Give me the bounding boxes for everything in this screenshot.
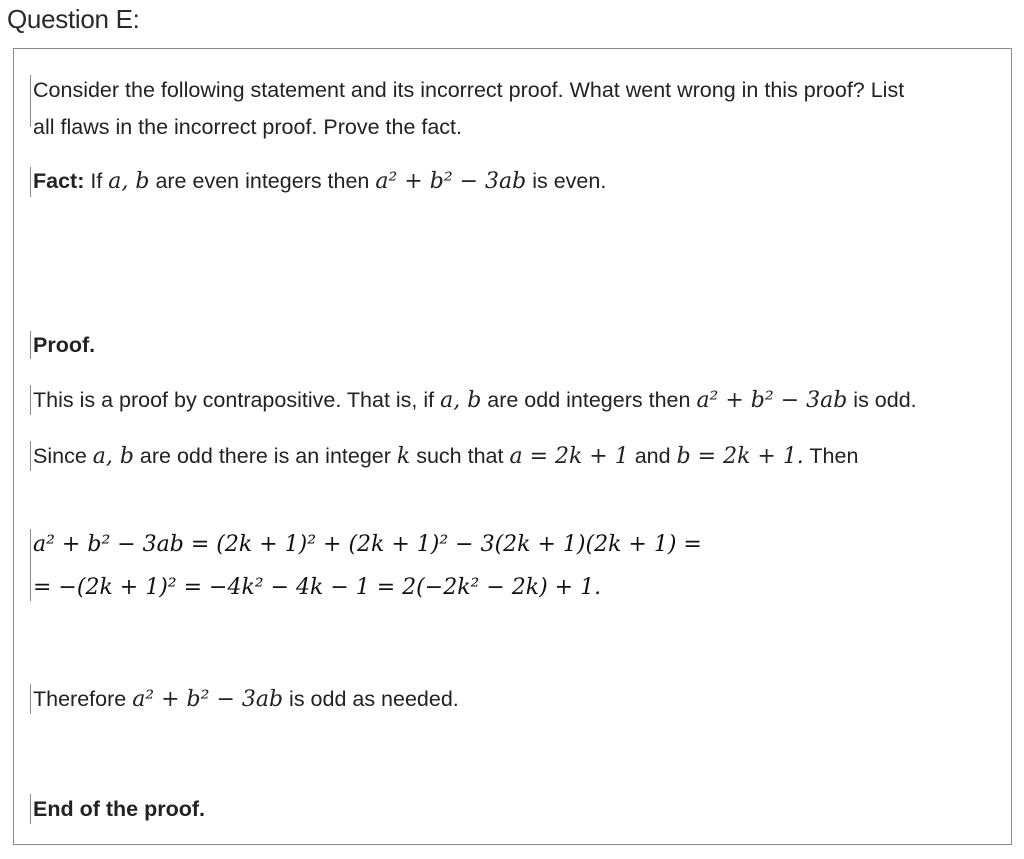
equation-line-2: = −(2k + 1)² = −4k² − 4k − 1 = 2(−2k² − 2k) + 1. [33,575,602,600]
question-box [13,48,1012,845]
math-expression: a² + b² − 3ab [696,388,848,413]
text-bar [30,684,31,714]
fact-statement: Fact: If a, b are even integers then a² + b² − 3ab is even. [33,169,607,194]
math-vars: a, b [92,444,134,469]
math-expression: a² + b² − 3ab [132,687,284,712]
math-equation-a: a = 2k + 1 [509,444,629,469]
text-bar [30,441,31,471]
text-bar [30,167,31,197]
text-bar [30,529,31,601]
math-equation-b: b = 2k + 1. [676,444,804,469]
proof-label: Proof. [33,333,96,357]
text-bar [30,331,31,359]
therefore-line: Therefore a² + b² − 3ab is odd as needed. [33,687,459,712]
question-title: Question E: [7,4,140,34]
text-bar [30,75,31,127]
math-vars: a, b [108,169,150,194]
contrapositive-line: This is a proof by contrapositive. That is, if a, b are odd integers then a² + b² − 3ab is odd. [33,388,917,413]
intro-line-2: all flaws in the incorrect proof. Prove the fact. [33,115,463,139]
math-k: k [396,444,411,469]
since-line: Since a, b are odd there is an integer k such that a = 2k + 1 and b = 2k + 1. Then [33,444,859,469]
text-bar [30,385,31,415]
end-of-proof: End of the proof. [33,797,205,821]
equation-line-1: a² + b² − 3ab = (2k + 1)² + (2k + 1)² − 3(2k + 1)(2k + 1) = [33,532,702,557]
math-expression: a² + b² − 3ab [375,169,527,194]
math-vars: a, b [440,388,482,413]
intro-line-1: Consider the following statement and its incorrect proof. What went wrong in this proof? List [33,78,905,102]
fact-label: Fact: [33,169,85,193]
text-bar [30,794,31,824]
